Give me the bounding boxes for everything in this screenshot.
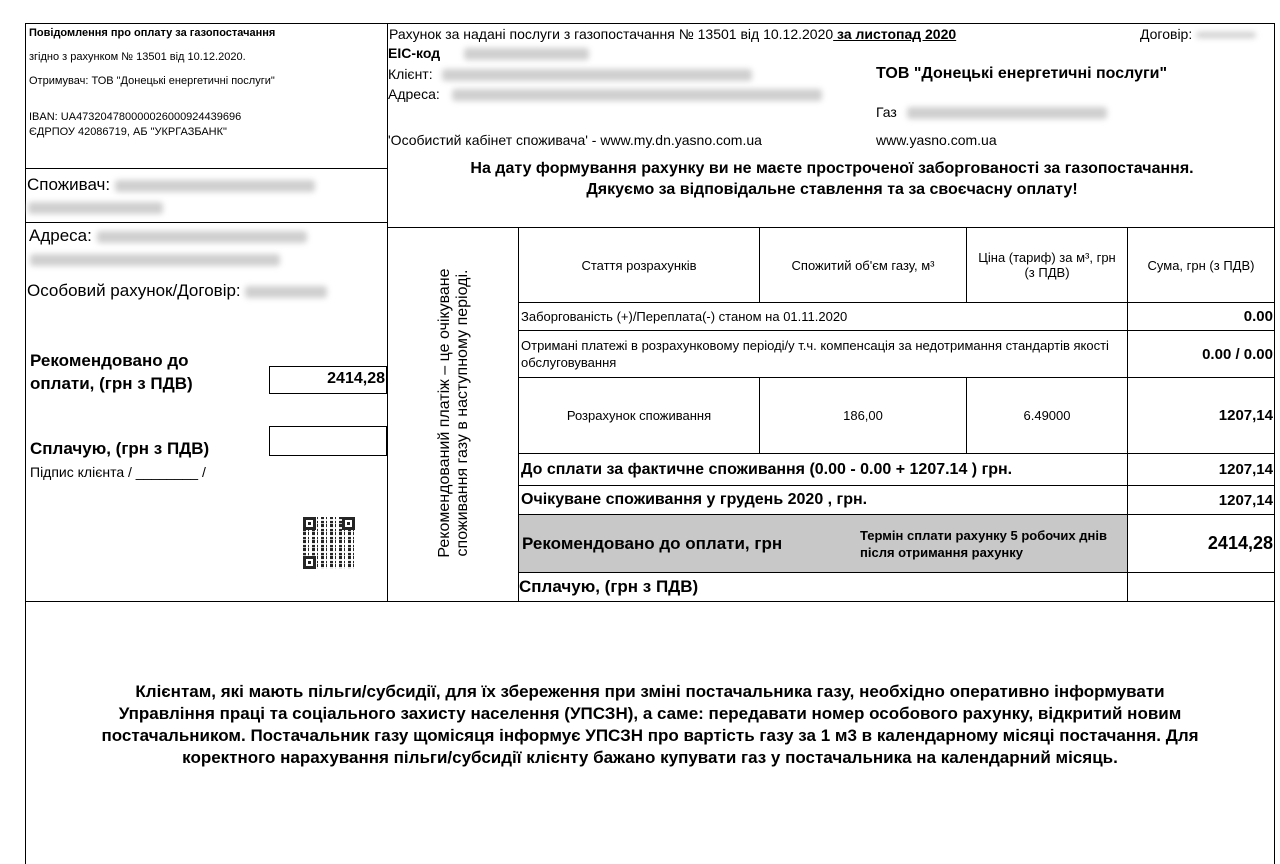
company-name: ТОВ "Донецькі енергетичні послуги" <box>876 65 1168 82</box>
redacted-contract <box>1196 32 1256 38</box>
notice-line-1: На дату формування рахунку ви не маєте простроченої заборгованості за газопостачання. <box>470 160 1194 177</box>
payments-value: 0.00 / 0.00 <box>1202 345 1273 363</box>
right-border <box>1274 23 1275 864</box>
expected-label: Очікуване споживання у грудень 2020 , грн. <box>521 491 868 508</box>
consumer-label <box>27 175 315 195</box>
invoice-line-text: Рахунок за надані послуги з газопостачання № 13501 від 10.12.2020 <box>389 26 834 42</box>
calc-volume: 186,00 <box>843 408 883 423</box>
account-label <box>27 281 327 301</box>
vertical-note-line-1: Рекомендований платіж – це очікуване <box>436 268 453 558</box>
footer-notice: Клієнтам, які мають пільги/субсидії, для їх збереження при зміні постачальника газу, необхідно оперативно інформувати Управління праці та соціального захисту населення (УПСЗН), а саме: передавати номер особового рахунку, відкритий новим постачальником. Постачальник газу щомісяця інформує УПСЗН про вартість газу за 1 м3 в календарному місяці постачання. Для коректного нарахування пільги/субсидії клієнту бажано купувати газ у постачальника на календарний місяць. <box>101 682 1199 767</box>
eic-label-text: ЕІС-код <box>388 45 441 61</box>
divider-footer <box>25 601 1275 602</box>
calc-label: Розрахунок споживання <box>566 408 712 423</box>
coupon-ref: згідно з рахунком № 13501 від 10.12.2020. <box>29 51 246 63</box>
calc-price: 6.49000 <box>1023 408 1071 423</box>
address-label <box>29 226 307 246</box>
actual-value: 1207,14 <box>1218 461 1273 478</box>
address-header-label-text: Адреса: <box>388 86 440 102</box>
coupon-title: Повідомлення про оплату за газопостачання <box>29 27 276 39</box>
recommended-value: 2414,28 <box>327 370 385 387</box>
expected-value: 1207,14 <box>1218 491 1273 509</box>
th-volume: Спожитий об'єм газу, м³ <box>791 257 935 273</box>
invoice-line <box>389 26 956 42</box>
eic-label <box>388 45 589 61</box>
actual-label: До сплати за фактичне споживання (0.00 - 0.00 + 1207.14 ) грн. <box>521 460 1013 478</box>
term-label: Термін сплати рахунку 5 робочих днів після отримання рахунку <box>855 515 1127 572</box>
signature-label: Підпис клієнта / ________ / <box>30 464 206 480</box>
redacted-eic <box>464 48 589 60</box>
client-label <box>388 66 752 82</box>
recommended-row-value: 2414,28 <box>1207 533 1273 553</box>
left-border <box>25 23 26 864</box>
recommended-label-2: оплати, (грн з ПДВ) <box>30 374 193 393</box>
gas-label <box>876 104 1107 120</box>
debt-label: Заборгованість (+)/Переплата(-) станом на 01.11.2020 <box>521 309 848 324</box>
vertical-note-line-2: споживання газу в наступному періоді. <box>454 269 471 557</box>
gas-label-text: Газ <box>876 104 897 120</box>
pay-row-input[interactable] <box>1128 573 1274 601</box>
divider-left-1 <box>25 168 387 169</box>
divider-left-2 <box>25 222 387 223</box>
pay-label: Сплачую, (грн з ПДВ) <box>30 439 210 458</box>
coupon-recipient: Отримувач: ТОВ "Донецькі енергетичні послуги" <box>29 75 275 87</box>
redacted-address-2 <box>30 251 280 269</box>
top-border <box>25 23 1275 24</box>
pay-row-label: Сплачую, (грн з ПДВ) <box>519 577 699 596</box>
redacted-address-header <box>452 89 822 101</box>
redacted-consumer <box>115 180 315 192</box>
website-link[interactable]: www.yasno.com.ua <box>876 132 997 148</box>
recommended-row-label: Рекомендовано до оплати, грн <box>519 515 855 572</box>
vertical-note <box>436 254 472 572</box>
invoice-period: за листопад 2020 <box>833 26 957 42</box>
account-label-text: Особовий рахунок/Договір: <box>27 281 241 300</box>
address-label-text: Адреса: <box>29 226 92 245</box>
th-price: Ціна (тариф) за м³, грн (з ПДВ) <box>978 250 1116 280</box>
redacted-account <box>245 286 327 298</box>
contract-label <box>1140 26 1256 42</box>
qr-code <box>303 517 355 569</box>
pay-input-box[interactable] <box>269 426 387 456</box>
consumer-label-text: Споживач: <box>27 175 111 194</box>
recommended-label-1: Рекомендовано до <box>30 351 189 370</box>
th-article: Стаття розрахунків <box>581 257 697 273</box>
address-header-label <box>388 86 822 102</box>
cabinet-link[interactable]: 'Особистий кабінет споживача' - www.my.dn.yasno.com.ua <box>388 132 762 148</box>
th-sum: Сума, грн (з ПДВ) <box>1147 257 1255 273</box>
calc-sum: 1207,14 <box>1218 407 1273 424</box>
payments-label: Отримані платежі в розрахунковому періоді/у т.ч. компенсація за недотримання стандартів якості обслуговування <box>521 338 1109 370</box>
debt-value: 0.00 <box>1243 308 1273 325</box>
notice-line-2: Дякуємо за відповідальне ставлення та за своєчасну оплату! <box>586 181 1078 198</box>
redacted-client <box>442 69 752 81</box>
client-label-text: Клієнт: <box>388 66 433 82</box>
redacted-gas <box>907 107 1107 119</box>
coupon-edrpou: ЄДРПОУ 42086719, АБ "УКРГАЗБАНК" <box>29 126 227 138</box>
redacted-consumer-2 <box>28 199 163 217</box>
redacted-address <box>97 231 307 243</box>
contract-label-text: Договір: <box>1140 26 1193 42</box>
divider-left-right <box>387 23 388 602</box>
coupon-iban: IBAN: UA473204780000026000924439696 <box>29 111 242 123</box>
